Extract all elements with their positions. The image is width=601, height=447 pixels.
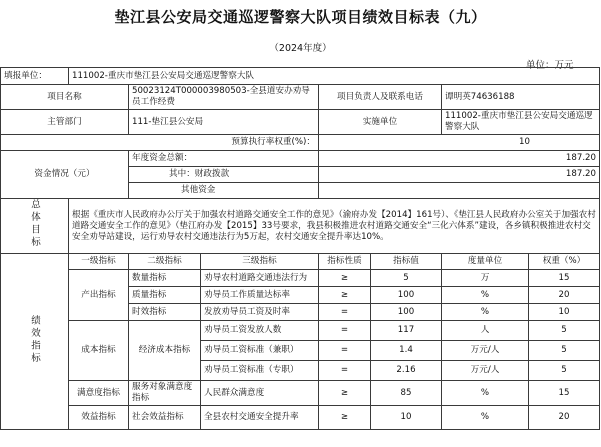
row-nature: = [319, 304, 371, 321]
row-value: 85 [371, 381, 442, 406]
row-value: 5 [371, 270, 442, 287]
funds-total-label: 年度资金总额： [129, 151, 319, 167]
project-name-label: 项目名称 [1, 85, 129, 110]
row-l3: 全县农村交通安全提升率 [201, 406, 319, 430]
row-l3: 劝导员工资发放人数 [201, 321, 319, 341]
row-value: 100 [371, 304, 442, 321]
row-weight: 10 [529, 304, 600, 321]
row-value: 10 [371, 406, 442, 430]
impl-label: 实施单位 [319, 110, 442, 135]
sub-quality: 质量指标 [129, 287, 201, 304]
header-l1: 一级指标 [69, 254, 129, 270]
dept-value: 111-垫江县公安局 [129, 110, 319, 135]
funds-label: 资金情况（元） [1, 151, 129, 199]
funds-total-value: 187.20 [319, 151, 600, 167]
dept-row [1, 110, 600, 135]
row-weight: 5 [529, 341, 600, 361]
header-value: 指标值 [371, 254, 442, 270]
row-l3: 人民群众满意度 [201, 381, 319, 406]
funds-other-label: 其他资金 [129, 183, 319, 199]
impl-value: 111002-重庆市垫江县公安局交通巡逻警察大队 [442, 110, 600, 135]
year-label: （2024年度） [269, 43, 332, 54]
row-value: 117 [371, 321, 442, 341]
row-unit: % [442, 287, 529, 304]
exec-weight-value: 10 [319, 135, 600, 151]
row-unit: % [442, 406, 529, 430]
table-row [1, 321, 600, 341]
header-l3: 三级指标 [201, 254, 319, 270]
row-weight: 20 [529, 287, 600, 304]
goal-text: 根据《重庆市人民政府办公厅关于加强农村道路交通安全工作的意见》（渝府办发【2014】161号）、《垫江县人民政府办公室关于加强农村道路交通安全工作的意见》（垫江府办发【2015】33号要求，我县积极推进农村道路交通安全“三化六体系”建设，各乡镇积极推进农村交安全劝导站建设，运行劝导农村交通违法行为5万起，农村交通安全提升率达10%。 [69, 199, 600, 254]
row-weight: 20 [529, 406, 600, 430]
row-value: 1.4 [371, 341, 442, 361]
exec-weight-row [1, 135, 600, 151]
row-unit: 万 [442, 270, 529, 287]
header-l2: 二级指标 [129, 254, 201, 270]
header-unit: 度量单位 [442, 254, 529, 270]
goal-label: 总体目标 [29, 199, 40, 249]
page-title: 垫江县公安局交通巡逻警察大队项目绩效目标表（九） [114, 8, 487, 26]
unit-label: 单位：万元 [526, 60, 574, 71]
funds-fiscal-label: 其中：财政拨款 [129, 167, 319, 183]
filing-unit-label: 填报单位： [1, 68, 69, 85]
row-weight: 5 [529, 321, 600, 341]
filing-unit-value: 111002-重庆市垫江县公安局交通巡逻警察大队 [69, 68, 600, 85]
table-row [1, 381, 600, 406]
group-cost: 成本指标 [69, 321, 129, 381]
perf-label: 绩效指标 [29, 314, 40, 365]
row-value: 100 [371, 287, 442, 304]
row-nature: = [319, 321, 371, 341]
row-weight: 15 [529, 270, 600, 287]
sub-social: 社会效益指标 [129, 406, 201, 430]
row-unit: 万元/人 [442, 341, 529, 361]
row-l3: 劝导员工作质量达标率 [201, 287, 319, 304]
header-nature: 指标性质 [319, 254, 371, 270]
row-l3: 劝导农村道路交通违法行为 [201, 270, 319, 287]
filing-unit-row [1, 68, 600, 85]
funds-fiscal-value: 187.20 [319, 167, 600, 183]
group-output: 产出指标 [69, 270, 129, 321]
goal-label-cell [1, 199, 69, 254]
funds-other-value [319, 183, 600, 199]
table-row [1, 270, 600, 287]
header-weight: 权重（%） [529, 254, 600, 270]
row-l3: 劝导员工资标准（兼职） [201, 341, 319, 361]
row-unit: 人 [442, 321, 529, 341]
group-satisfaction: 满意度指标 [69, 381, 129, 406]
row-weight: 15 [529, 381, 600, 406]
perf-header-row [1, 254, 600, 270]
owner-label: 项目负责人及联系电话 [319, 85, 442, 110]
goal-row [1, 199, 600, 254]
owner-value: 谭明英74636188 [442, 85, 600, 110]
row-unit: % [442, 381, 529, 406]
row-unit: 万元/人 [442, 361, 529, 381]
sub-timeliness: 时效指标 [129, 304, 201, 321]
performance-table [0, 67, 600, 430]
row-weight: 5 [529, 361, 600, 381]
row-nature: ≥ [319, 287, 371, 304]
exec-weight-label: 预算执行率权重(%)： [1, 135, 319, 151]
funds-total-row [1, 151, 600, 167]
row-nature: ≥ [319, 406, 371, 430]
table-row [1, 406, 600, 430]
sub-quantity: 数量指标 [129, 270, 201, 287]
row-nature: ≥ [319, 270, 371, 287]
row-nature: = [319, 361, 371, 381]
group-benefit: 效益指标 [69, 406, 129, 430]
row-l3: 发放劝导员工资及时率 [201, 304, 319, 321]
sub-service: 服务对象满意度指标 [129, 381, 201, 406]
row-value: 2.16 [371, 361, 442, 381]
project-name-value: 50023124T000003980503-全县道安办劝导员工作经费 [129, 85, 319, 110]
dept-label: 主管部门 [1, 110, 129, 135]
perf-label-cell [1, 254, 69, 430]
row-nature: ≥ [319, 381, 371, 406]
row-unit: % [442, 304, 529, 321]
project-row [1, 85, 600, 110]
sub-economic: 经济成本指标 [129, 321, 201, 381]
row-nature: = [319, 341, 371, 361]
row-l3: 劝导员工资标准（专职） [201, 361, 319, 381]
